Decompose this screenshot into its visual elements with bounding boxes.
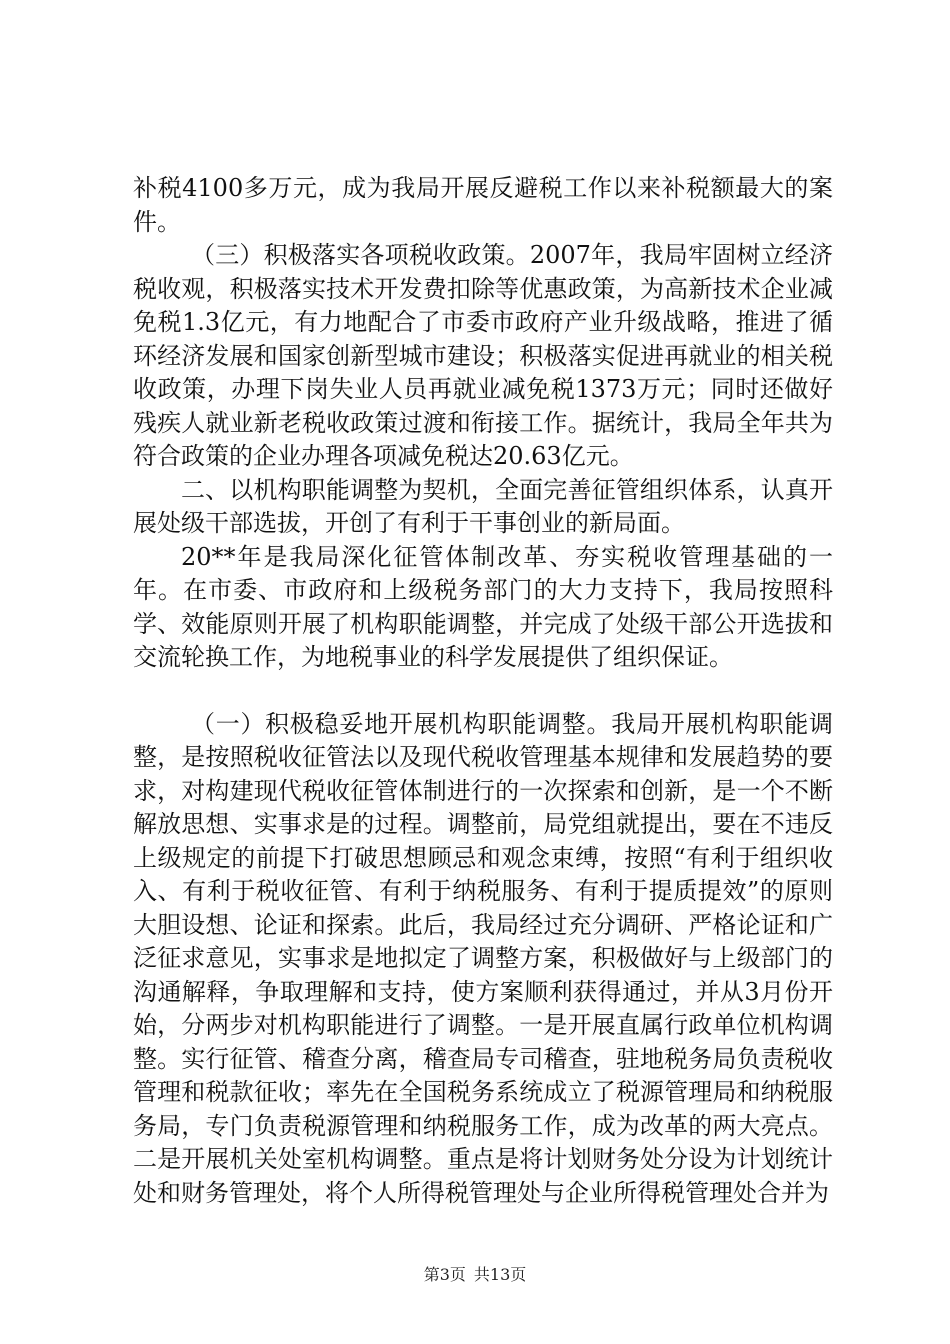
paragraph-org-adjustment: （一）积极稳妥地开展机构职能调整。我局开展机构职能调整，是按照税收征管法以及现代税收管理基本规律和发展趋势的要求，对构建现代税收征管体制进行的一次探索和创新，是一个不断解放思想、实事求是的过程。调整前，局党组就提出，要在不违反上级规定的前提下打破思想顾忌和观念束缚，按照“有利于组织收入、有利于税收征管、有利于纳税服务、有利于提质提效”的原则大胆设想、论证和探索。此后，我局经过充分调研、严格论证和广泛征求意见，实事求是地拟定了调整方案，积极做好与上级部门的沟通解释，争取理解和支持，使方案顺利获得通过，并从3月份开始，分两步对机构职能进行了调整。一是开展直属行政单位机构调整。实行征管、稽查分离，稽查局专司稽查，驻地税务局负责税收管理和税款征收；率先在全国税务系统成立了税源管理局和纳税服务局，专门负责税源管理和纳税服务工作，成为改革的两大亮点。二是开展机关处室机构调整。重点是将计划财务处分设为计划统计处和财务管理处，将个人所得税管理处与企业所得税管理处合并为 [133, 709, 833, 1207]
paragraph-continuation: 补税4100多万元，成为我局开展反避税工作以来补税额最大的案件。 [133, 174, 833, 236]
paragraph-reform-year: 20**年是我局深化征管体制改革、夯实税收管理基础的一年。在市委、市政府和上级税务部门的大力支持下，我局按照科学、效能原则开展了机构职能调整，并完成了处级干部公开选拔和交流轮换工作，为地税事业的科学发展提供了组织保证。 [133, 542, 833, 671]
page-footer [0, 1265, 950, 1285]
page-number: 第3页 [423, 1265, 466, 1284]
document-body [133, 172, 833, 1210]
paragraph-tax-policy: （三）积极落实各项税收政策。2007年，我局牢固树立经济税收观，积极落实技术开发费扣除等优惠政策，为高新技术企业减免税1.3亿元，有力地配合了市委市政府产业升级战略，推进了循环经济发展和国家创新型城市建设；积极落实促进再就业的相关税收政策，办理下岗失业人员再就业减免税1373万元；同时还做好残疾人就业新老税收政策过渡和衔接工作。据统计，我局全年共为符合政策的企业办理各项减免税达20.63亿元。 [133, 241, 833, 470]
section-heading-two: 二、以机构职能调整为契机，全面完善征管组织体系，认真开展处级干部选拔，开创了有利于干事创业的新局面。 [133, 475, 833, 537]
page-total: 共13页 [473, 1265, 527, 1284]
